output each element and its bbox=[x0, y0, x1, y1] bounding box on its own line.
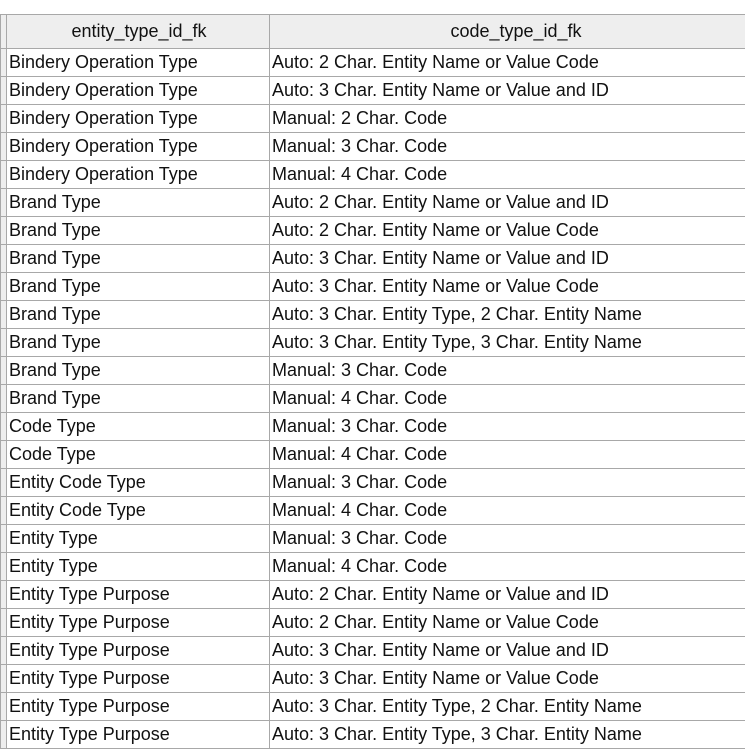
table-row[interactable] bbox=[1, 273, 745, 301]
cell-entity-type[interactable]: Brand Type bbox=[7, 217, 270, 245]
cell-entity-type[interactable]: Bindery Operation Type bbox=[7, 161, 270, 189]
cell-code-type[interactable]: Manual: 4 Char. Code bbox=[270, 497, 745, 525]
cell-entity-type[interactable]: Brand Type bbox=[7, 273, 270, 301]
cell-entity-type[interactable]: Brand Type bbox=[7, 357, 270, 385]
cell-code-type[interactable]: Auto: 3 Char. Entity Type, 3 Char. Entity Name bbox=[270, 329, 745, 357]
cell-entity-type[interactable]: Bindery Operation Type bbox=[7, 105, 270, 133]
cell-entity-type[interactable]: Brand Type bbox=[7, 385, 270, 413]
cell-entity-type[interactable]: Brand Type bbox=[7, 329, 270, 357]
cell-entity-type[interactable]: Brand Type bbox=[7, 245, 270, 273]
cell-entity-type[interactable]: Entity Type Purpose bbox=[7, 693, 270, 721]
header-row bbox=[1, 15, 745, 49]
cell-entity-type[interactable]: Bindery Operation Type bbox=[7, 49, 270, 77]
cell-code-type[interactable]: Auto: 3 Char. Entity Name or Value Code bbox=[270, 273, 745, 301]
cell-code-type[interactable]: Manual: 4 Char. Code bbox=[270, 385, 745, 413]
cell-code-type[interactable]: Auto: 2 Char. Entity Name or Value Code bbox=[270, 609, 745, 637]
table-row[interactable] bbox=[1, 133, 745, 161]
table-row[interactable] bbox=[1, 497, 745, 525]
cell-entity-type[interactable]: Entity Type Purpose bbox=[7, 637, 270, 665]
table-row[interactable] bbox=[1, 77, 745, 105]
table-row[interactable] bbox=[1, 105, 745, 133]
cell-code-type[interactable]: Auto: 2 Char. Entity Name or Value Code bbox=[270, 49, 745, 77]
cell-code-type[interactable]: Manual: 3 Char. Code bbox=[270, 469, 745, 497]
cell-code-type[interactable]: Manual: 3 Char. Code bbox=[270, 413, 745, 441]
grid-top-strip bbox=[0, 0, 745, 14]
table-row[interactable] bbox=[1, 329, 745, 357]
cell-code-type[interactable]: Auto: 2 Char. Entity Name or Value and ID bbox=[270, 189, 745, 217]
cell-code-type[interactable]: Manual: 4 Char. Code bbox=[270, 161, 745, 189]
table-row[interactable] bbox=[1, 721, 745, 749]
cell-entity-type[interactable]: Code Type bbox=[7, 413, 270, 441]
table-row[interactable] bbox=[1, 161, 745, 189]
cell-code-type[interactable]: Auto: 2 Char. Entity Name or Value and ID bbox=[270, 581, 745, 609]
cell-entity-type[interactable]: Brand Type bbox=[7, 301, 270, 329]
column-header-entity-type[interactable]: entity_type_id_fk bbox=[7, 15, 270, 49]
cell-entity-type[interactable]: Code Type bbox=[7, 441, 270, 469]
cell-code-type[interactable]: Auto: 3 Char. Entity Name or Value and ID bbox=[270, 245, 745, 273]
table-row[interactable] bbox=[1, 469, 745, 497]
table-row[interactable] bbox=[1, 441, 745, 469]
table-row[interactable] bbox=[1, 553, 745, 581]
column-header-code-type[interactable]: code_type_id_fk bbox=[270, 15, 745, 49]
cell-entity-type[interactable]: Entity Type Purpose bbox=[7, 581, 270, 609]
cell-code-type[interactable]: Auto: 3 Char. Entity Name or Value and ID bbox=[270, 77, 745, 105]
table-row[interactable] bbox=[1, 581, 745, 609]
cell-code-type[interactable]: Manual: 2 Char. Code bbox=[270, 105, 745, 133]
table-row[interactable] bbox=[1, 301, 745, 329]
cell-entity-type[interactable]: Entity Type bbox=[7, 525, 270, 553]
results-table bbox=[0, 14, 745, 749]
table-row[interactable] bbox=[1, 245, 745, 273]
cell-entity-type[interactable]: Entity Type Purpose bbox=[7, 609, 270, 637]
cell-entity-type[interactable]: Entity Code Type bbox=[7, 469, 270, 497]
cell-code-type[interactable]: Manual: 3 Char. Code bbox=[270, 357, 745, 385]
table-row[interactable] bbox=[1, 525, 745, 553]
table-row[interactable] bbox=[1, 693, 745, 721]
table-row[interactable] bbox=[1, 665, 745, 693]
table-row[interactable] bbox=[1, 385, 745, 413]
table-row[interactable] bbox=[1, 217, 745, 245]
cell-entity-type[interactable]: Entity Type Purpose bbox=[7, 721, 270, 749]
cell-code-type[interactable]: Auto: 3 Char. Entity Type, 3 Char. Entity Name bbox=[270, 721, 745, 749]
cell-code-type[interactable]: Manual: 3 Char. Code bbox=[270, 133, 745, 161]
table-row[interactable] bbox=[1, 609, 745, 637]
cell-code-type[interactable]: Manual: 3 Char. Code bbox=[270, 525, 745, 553]
cell-code-type[interactable]: Auto: 3 Char. Entity Type, 2 Char. Entity Name bbox=[270, 301, 745, 329]
table-row[interactable] bbox=[1, 637, 745, 665]
cell-code-type[interactable]: Manual: 4 Char. Code bbox=[270, 441, 745, 469]
cell-entity-type[interactable]: Entity Type bbox=[7, 553, 270, 581]
table-body bbox=[1, 49, 745, 749]
table-row[interactable] bbox=[1, 189, 745, 217]
cell-entity-type[interactable]: Bindery Operation Type bbox=[7, 77, 270, 105]
cell-code-type[interactable]: Manual: 4 Char. Code bbox=[270, 553, 745, 581]
cell-code-type[interactable]: Auto: 3 Char. Entity Type, 2 Char. Entity Name bbox=[270, 693, 745, 721]
cell-code-type[interactable]: Auto: 3 Char. Entity Name or Value Code bbox=[270, 665, 745, 693]
table-row[interactable] bbox=[1, 357, 745, 385]
cell-entity-type[interactable]: Entity Code Type bbox=[7, 497, 270, 525]
cell-entity-type[interactable]: Brand Type bbox=[7, 189, 270, 217]
cell-code-type[interactable]: Auto: 3 Char. Entity Name or Value and ID bbox=[270, 637, 745, 665]
cell-entity-type[interactable]: Bindery Operation Type bbox=[7, 133, 270, 161]
cell-entity-type[interactable]: Entity Type Purpose bbox=[7, 665, 270, 693]
cell-code-type[interactable]: Auto: 2 Char. Entity Name or Value Code bbox=[270, 217, 745, 245]
table-row[interactable] bbox=[1, 49, 745, 77]
table-row[interactable] bbox=[1, 413, 745, 441]
